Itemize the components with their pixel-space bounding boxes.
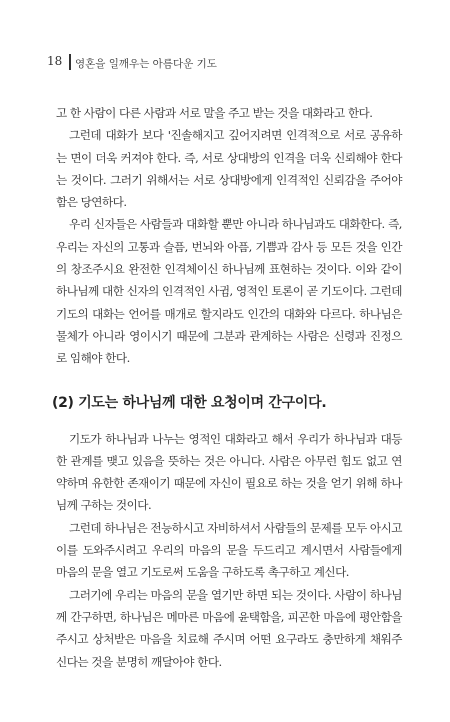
body-text <box>52 102 402 673</box>
paragraph: 그런데 하나님은 전능하시고 자비하셔서 사람들의 문제를 모두 아시고 이를 도와주시려고 우리의 마음의 문을 두드리고 계시면서 사람들에게 마음의 문을 열고 기도로써 도움을 구하도록 촉구하고 계신다. <box>56 520 402 580</box>
paragraph: 그러기에 우리는 마음의 문을 열기만 하면 되는 것이다. 사람이 하나님께 간구하면, 하나님은 메마른 마음에 윤택함을, 피곤한 마음에 평안함을 주시고 상처받은 마음을 치료해 주시며 어떤 요구라도 충만하게 채워주신다는 것을 분명히 깨달아야 한다. <box>56 587 402 669</box>
section-heading: (2) 기도는 하나님께 대한 요청이며 간구이다. <box>52 394 327 411</box>
header-divider <box>69 54 71 70</box>
paragraph: 고 한 사람이 다른 사람과 서로 말을 주고 받는 것을 대화라고 한다. <box>56 106 373 120</box>
paragraph: 우리 신자들은 사람들과 대화할 뿐만 아니라 하나님과도 대화한다. 즉, 우리는 자신의 고통과 슬픔, 번뇌와 아픔, 기쁨과 감사 등 모든 것을 인간의 창조주시요 완전한 인격체이신 하나님께 표현하는 것이다. 이와 같이 하나님께 대한 신자의 인격적인 사귐, 영적인 토론이 곧 기도이다. 그런데 기도의 대화는 언어를 매개로 할지라도 인간의 대화와 다르다. 하나님은 물체가 아니라 영이시기 때문에 그분과 관계하는 사람은 신령과 진정으로 임해야 한다. <box>56 217 402 366</box>
paragraph: 그런데 대화가 보다 '진솔해지고 깊어지려면 인격적으로 서로 공유하는 면이 더욱 커져야 한다. 즉, 서로 상대방의 인격을 더욱 신뢰해야 한다는 것이다. 그러기 위해서는 서로 상대방에게 인격적인 신뢰감을 주어야 함은 당연하다. <box>56 128 402 210</box>
page-number: 18 <box>47 54 63 68</box>
running-head: 영혼을 일깨우는 아름다운 기도 <box>75 58 217 70</box>
paragraph: 기도가 하나님과 나누는 영적인 대화라고 해서 우리가 하나님과 대등한 관계를 맺고 있음을 뜻하는 것은 아니다. 사람은 아무런 힘도 없고 연약하며 유한한 존재이기 때문에 자신이 필요로 하는 것을 얻기 위해 하나님께 구하는 것이다. <box>56 431 402 513</box>
